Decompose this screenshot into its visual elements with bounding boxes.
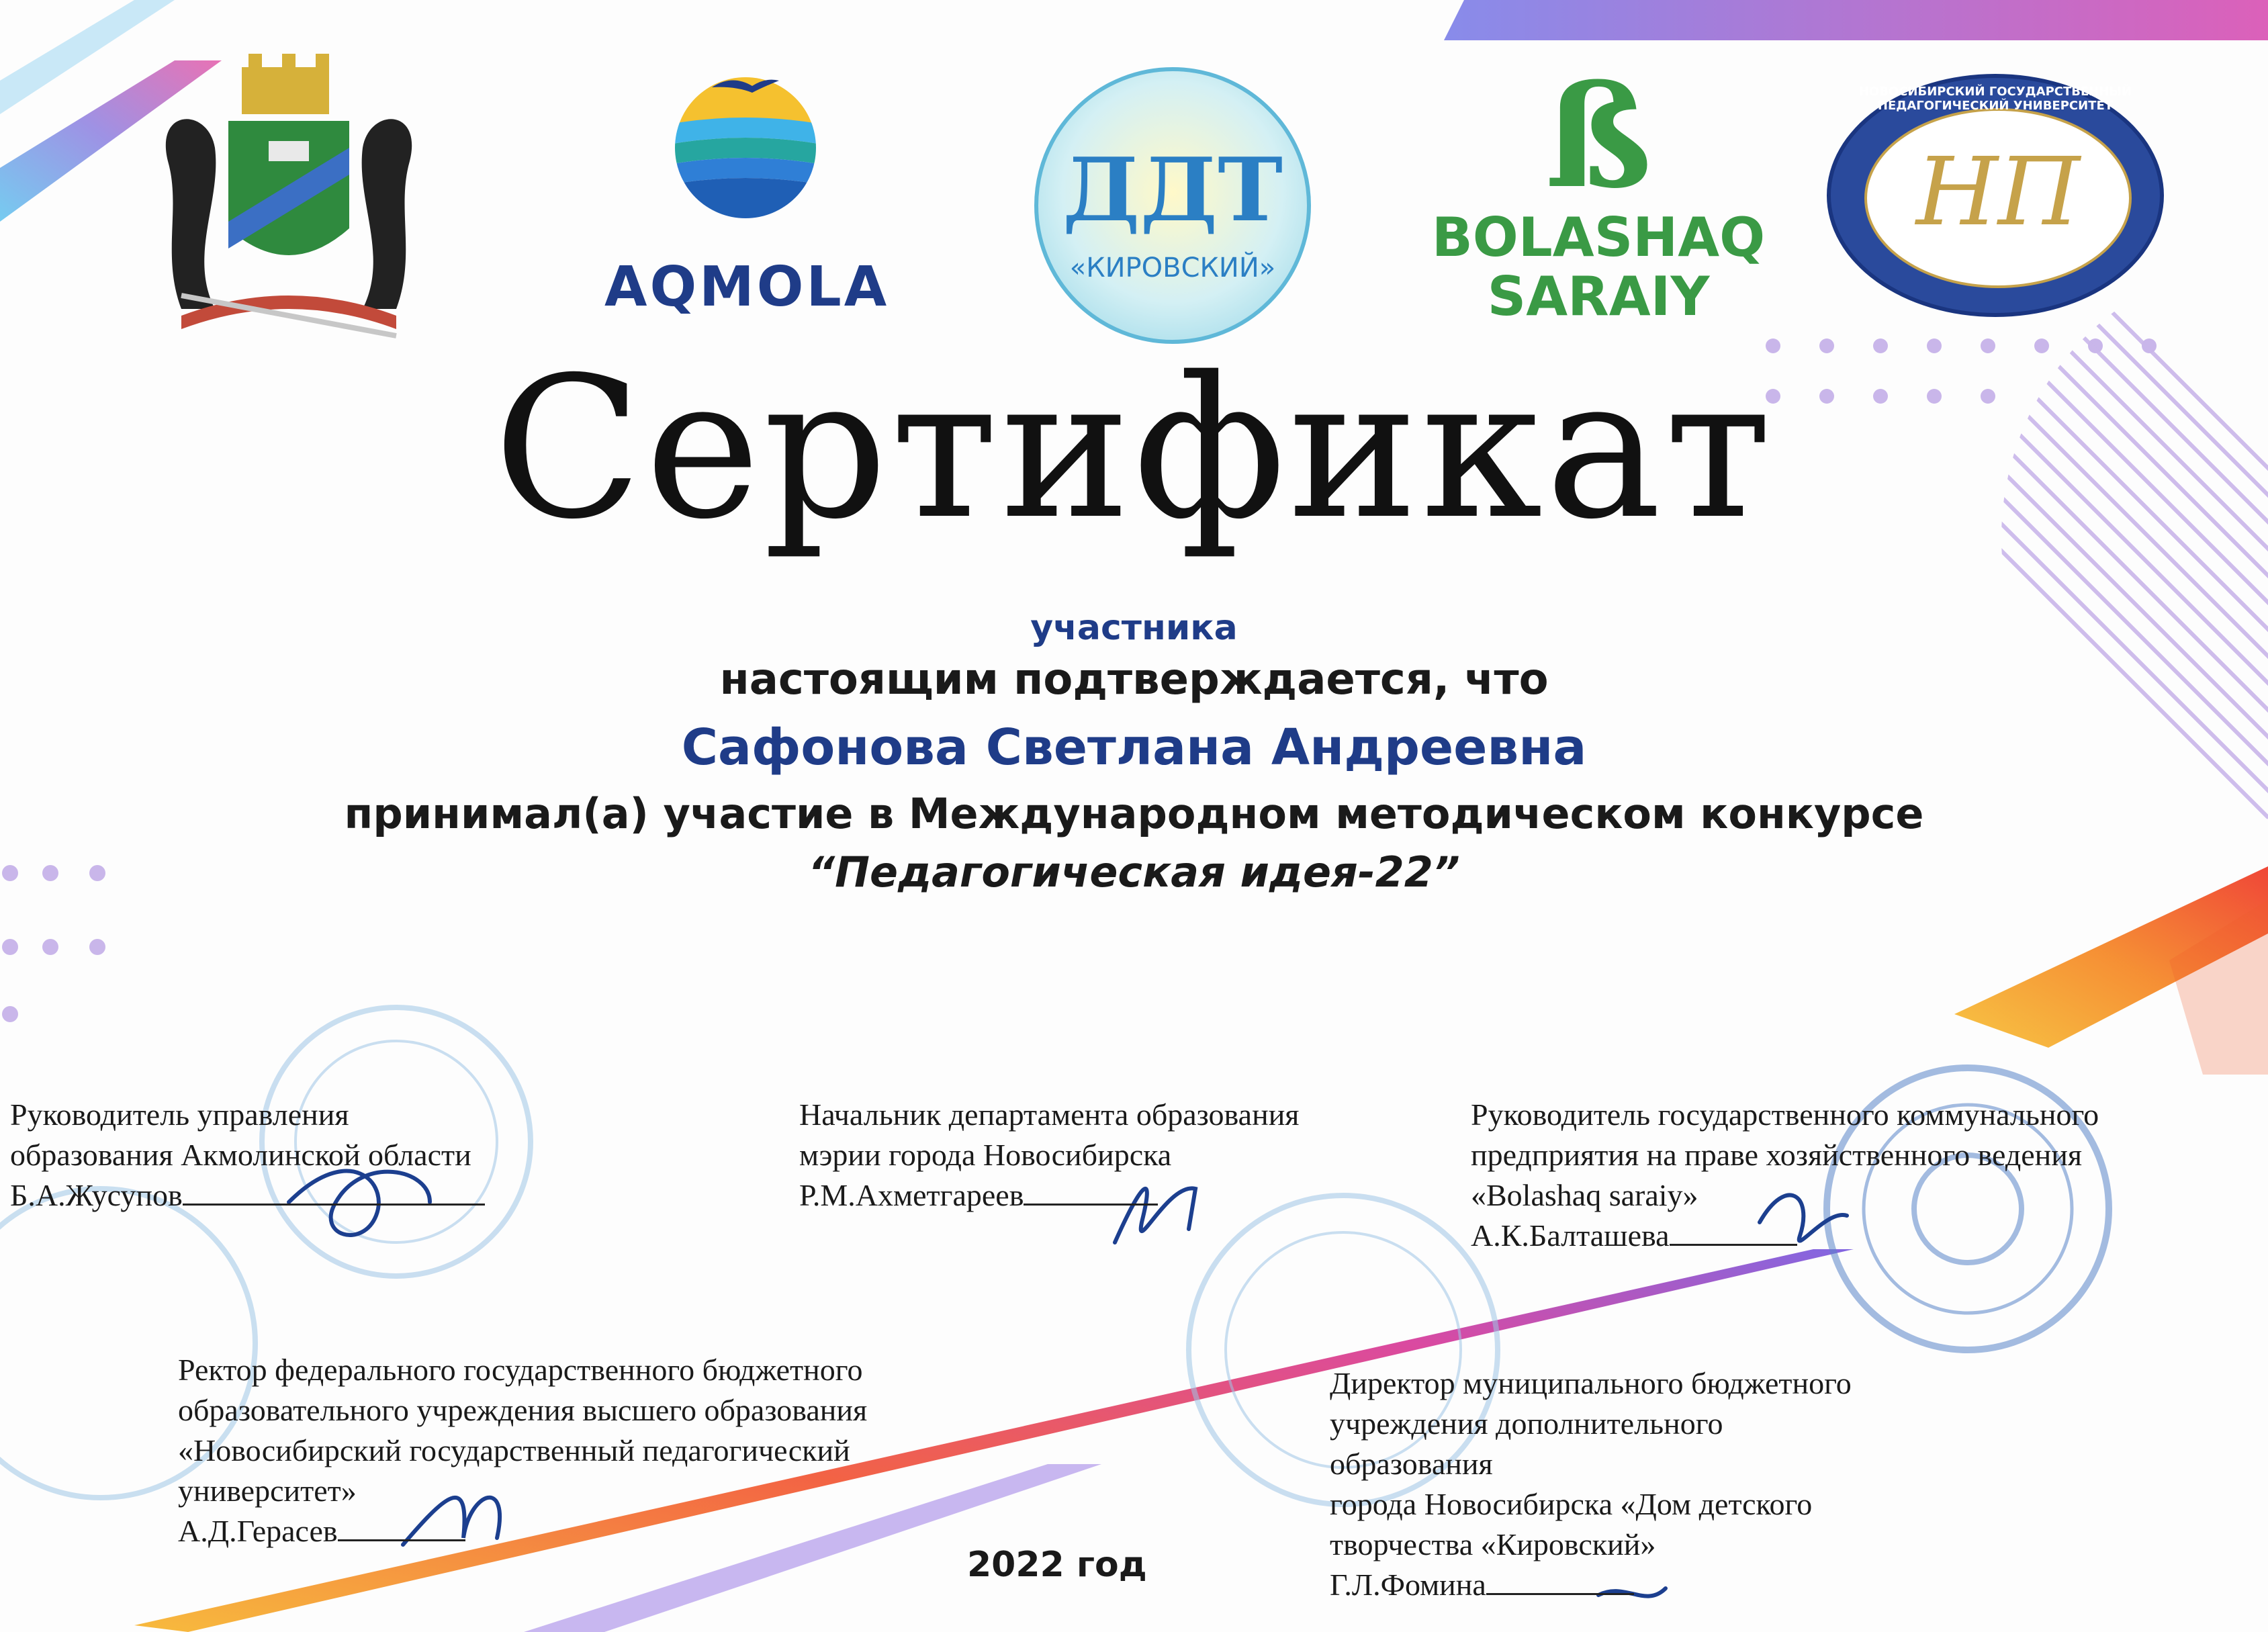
signer-position-line: Руководитель управления [10, 1097, 349, 1132]
signer-position-line: учреждения дополнительного [1330, 1406, 1723, 1441]
signer-position-line: образовательного учреждения высшего образования [178, 1393, 868, 1427]
signer-name: А.К.Балташева [1471, 1218, 1670, 1253]
signature-line [1486, 1566, 1634, 1595]
signer-position-line: «Bolashaq saraiy» [1471, 1178, 1698, 1212]
ddt-logo-text: ДДТ [1062, 138, 1283, 241]
signature-block-novosibirsk-education [799, 1095, 1299, 1216]
signature-block-aqmola-education [10, 1095, 485, 1216]
recipient-name: Сафонова Светлана Андреевна [681, 719, 1587, 776]
signer-position-line: Ректор федерального государственного бюджетного [178, 1353, 863, 1387]
signer-name: Г.Л.Фомина [1330, 1568, 1486, 1602]
bolashaq-line-2: SARAIY [1487, 265, 1710, 328]
contest-name: “Педагогическая идея-22” [808, 848, 1460, 897]
signer-position-line: Директор муниципального бюджетного [1330, 1366, 1852, 1400]
signer-name: А.Д.Герасев [178, 1514, 338, 1548]
signature-line [338, 1512, 465, 1541]
novosibirsk-coat-of-arms-logo [141, 54, 437, 343]
bolashaq-logo-text [1431, 208, 1766, 326]
ddt-logo-subtext: «КИРОВСКИЙ» [1069, 253, 1276, 283]
signer-position-line: Начальник департамента образования [799, 1097, 1300, 1132]
participation-text: принимал(а) участие в Международном методическом конкурсе [344, 789, 1924, 838]
signer-position-line: творчества «Кировский» [1330, 1527, 1656, 1561]
nspu-ring-text: НОВОСИБИРСКИЙ ГОСУДАРСТВЕННЫЙ ПЕДАГОГИЧЕСКИЙ УНИВЕРСИТЕТ [1858, 85, 2132, 113]
signer-name: Р.М.Ахметгареев [799, 1178, 1024, 1212]
confirmation-text: настоящим подтверждается, что [719, 655, 1549, 705]
signer-position-line: мэрии города Новосибирска [799, 1138, 1172, 1172]
signature-line [183, 1177, 485, 1206]
signature-line [1024, 1177, 1158, 1206]
signer-position-line: университет» [178, 1474, 357, 1508]
certificate-title: Сертификат [493, 336, 1775, 562]
bolashaq-logo-mark: ß [1545, 54, 1652, 220]
aqmola-logo-text: AQMOLA [604, 255, 890, 319]
nspu-university-logo [1827, 74, 2164, 317]
certificate-subtitle: участника [1030, 608, 1238, 648]
signer-name: Б.А.Жусупов [10, 1178, 183, 1212]
bolashaq-line-1: BOLASHAQ [1431, 206, 1766, 269]
aqmola-logo-mark [651, 60, 840, 222]
signer-position-line: предприятия на праве хозяйственного ведения [1471, 1138, 2083, 1172]
signer-position-line: образования [1330, 1447, 1493, 1481]
signer-position-line: города Новосибирска «Дом детского [1330, 1487, 1813, 1521]
signer-position-line: Руководитель государственного коммунального [1471, 1097, 2099, 1132]
signature-line [1670, 1217, 1797, 1246]
signature-block-ddt-director [1330, 1363, 1852, 1605]
signature-block-nspu-rector [178, 1350, 867, 1551]
nspu-monogram: НП [1915, 138, 2081, 247]
certificate-year: 2022 год [967, 1545, 1147, 1585]
signature-block-bolashaq-saraiy [1471, 1095, 2099, 1256]
signer-position-line: «Новосибирский государственный педагогический [178, 1433, 850, 1467]
signer-position-line: образования Акмолинской области [10, 1138, 471, 1172]
ddt-kirovsky-logo [1034, 67, 1311, 344]
